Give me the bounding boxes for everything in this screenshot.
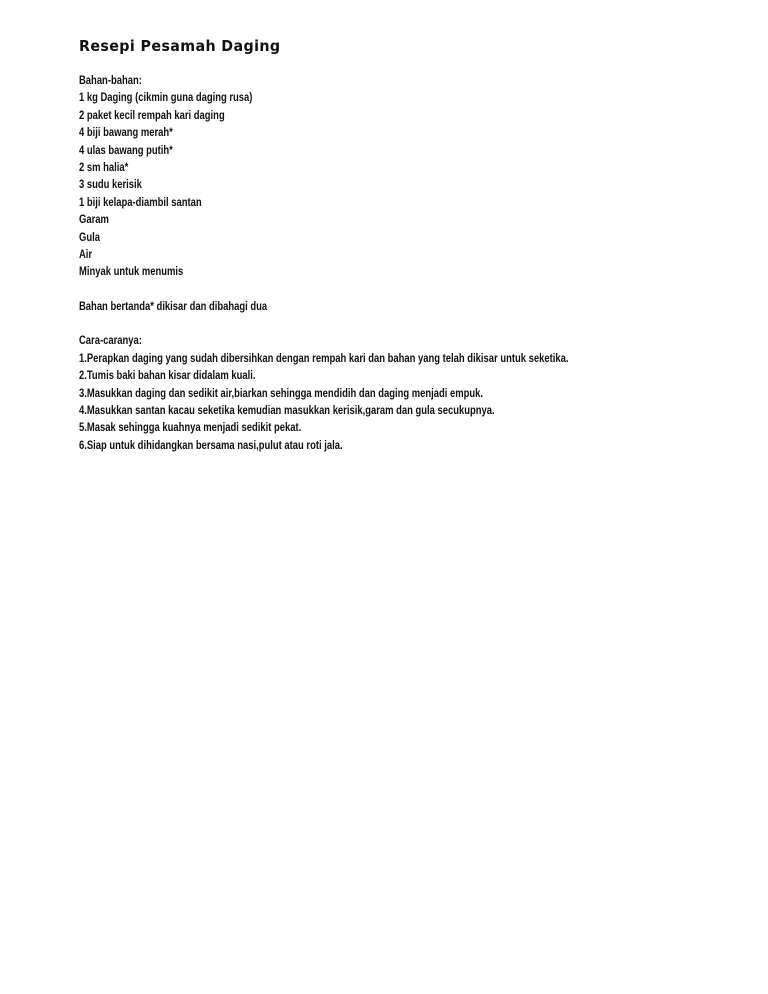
- ingredient-item: Gula: [79, 231, 100, 244]
- step-item: 5.Masak sehingga kuahnya menjadi sedikit pekat.: [79, 422, 302, 435]
- recipe-title: Resepi Pesamah Daging: [79, 37, 281, 55]
- ingredient-item: 2 paket kecil rempah kari daging: [79, 109, 225, 122]
- ingredient-item: Minyak untuk menumis: [79, 266, 184, 279]
- spacer: [79, 316, 739, 333]
- ingredients-heading: Bahan-bahan:: [79, 75, 142, 87]
- step-item: 2.Tumis baki bahan kisar didalam kuali.: [79, 370, 256, 383]
- step-item: 6.Siap untuk dihidangkan bersama nasi,pulut atau roti jala.: [79, 439, 343, 452]
- ingredient-item: 4 biji bawang merah*: [79, 127, 173, 140]
- ingredient-item: 1 biji kelapa-diambil santan: [79, 196, 202, 209]
- ingredient-item: 3 sudu kerisik: [79, 179, 142, 192]
- ingredient-item: 2 sm halia*: [79, 162, 129, 175]
- ingredient-item: 1 kg Daging (cikmin guna daging rusa): [79, 92, 253, 105]
- steps-heading: Cara-caranya:: [79, 335, 142, 348]
- spacer: [79, 282, 739, 299]
- step-item: 3.Masukkan daging dan sedikit air,biarkan sehingga mendidih dan daging menjadi empuk.: [79, 387, 484, 400]
- recipe-content: [79, 36, 739, 455]
- ingredients-note: Bahan bertanda* dikisar dan dibahagi dua: [79, 300, 268, 313]
- ingredient-item: Air: [79, 249, 93, 262]
- step-item: 1.Perapkan daging yang sudah dibersihkan dengan rempah kari dan bahan yang telah dikisar untuk seketika.: [79, 352, 569, 365]
- step-item: 4.Masukkan santan kacau seketika kemudian masukkan kerisik,garam dan gula secukupnya.: [79, 404, 495, 417]
- ingredient-item: 4 ulas bawang putih*: [79, 144, 173, 157]
- ingredient-item: Garam: [79, 214, 109, 227]
